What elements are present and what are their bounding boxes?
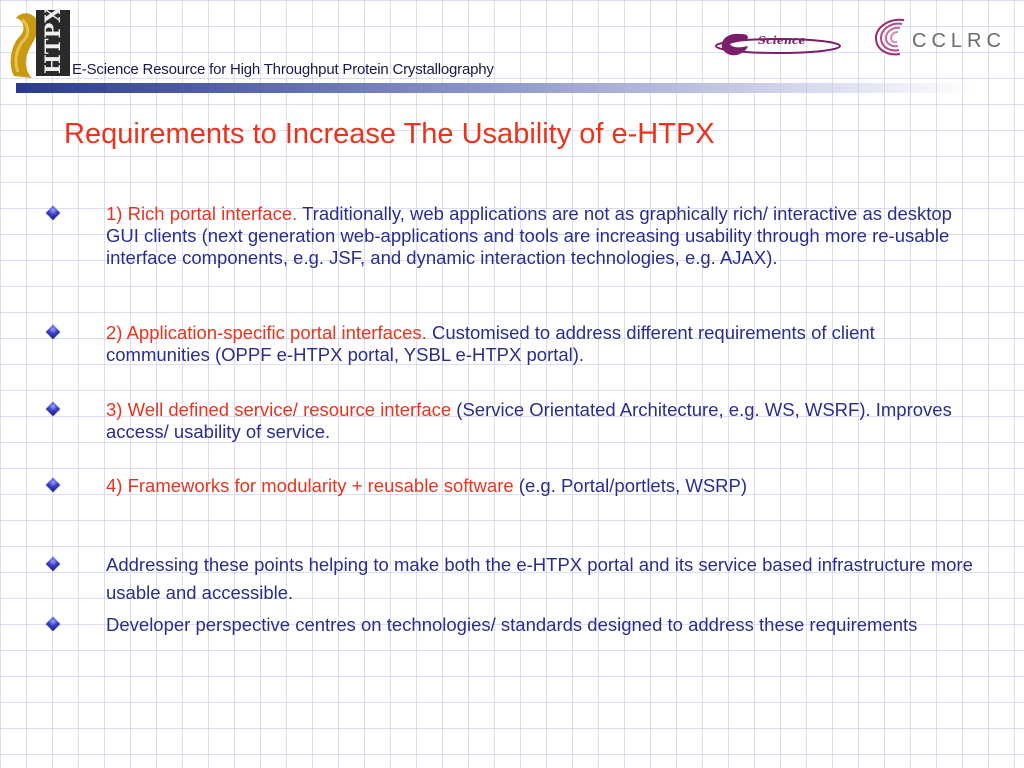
bullet-item bbox=[106, 551, 976, 607]
bullet-item bbox=[106, 322, 976, 366]
bullet-text: Developer perspective centres on technologies/ standards designed to address these requirements bbox=[106, 614, 918, 635]
header-subtitle: E-Science Resource for High Throughput Protein Crystallography bbox=[72, 61, 494, 78]
bullet-diamond-icon bbox=[46, 206, 60, 220]
bullet-highlight: 2) Application-specific portal interfaces. bbox=[106, 322, 427, 343]
cclrc-logo-text: CCLRC bbox=[912, 30, 1006, 52]
bullet-diamond-icon bbox=[46, 402, 60, 416]
bullet-item bbox=[106, 203, 976, 269]
bullet-text: (e.g. Portal/portlets, WSRP) bbox=[513, 475, 748, 496]
bullet-item bbox=[106, 475, 976, 497]
bullet-highlight: 3) Well defined service/ resource interface bbox=[106, 399, 452, 420]
htpx-logo-text: HTPX bbox=[40, 6, 65, 74]
bullet-highlight: 1) Rich portal interface. bbox=[106, 203, 298, 224]
bullet-item bbox=[106, 611, 976, 639]
bullet-text: Traditionally, web applications are not as graphically rich/ interactive as desktop GUI clients (next generation web-applications and tools are increasing usability through more re-usable interface components, e.g. JSF, and dynamic interaction technologies, e.g. AJAX). bbox=[106, 203, 952, 268]
bullet-text: (Service Orientated Architecture, e.g. WS, WSRF). Improves access/ usability of service. bbox=[106, 399, 952, 442]
bullet-diamond-icon bbox=[46, 325, 60, 339]
bullet-diamond-icon bbox=[46, 617, 60, 631]
slide-title: Requirements to Increase The Usability of e-HTPX bbox=[64, 118, 715, 150]
bullet-text: Customised to address different requirements of client communities (OPPF e-HTPX portal, YSBL e-HTPX portal). bbox=[106, 322, 875, 365]
bullet-highlight: 4) Frameworks for modularity + reusable software bbox=[106, 475, 514, 496]
bullet-item bbox=[106, 399, 976, 443]
escience-logo-text: Science bbox=[758, 34, 806, 47]
bullet-diamond-icon bbox=[46, 557, 60, 571]
bullet-diamond-icon bbox=[46, 478, 60, 492]
bullet-text: Addressing these points helping to make both the e-HTPX portal and its service based infrastructure more usable and accessible. bbox=[106, 554, 973, 603]
